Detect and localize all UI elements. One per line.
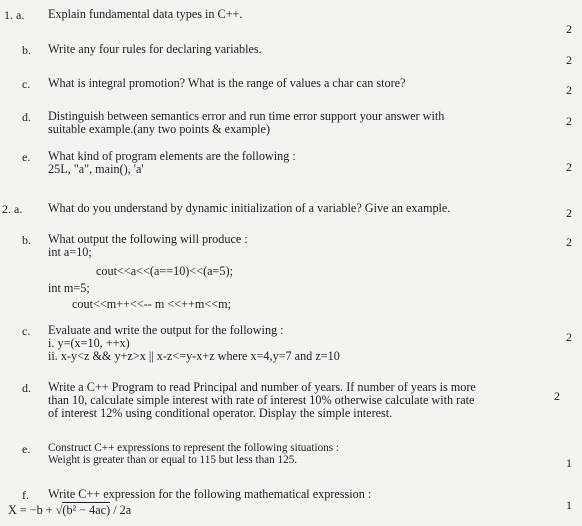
question-number: f. [22,488,29,502]
question-number: d. [22,381,31,395]
question-line: Construct C++ expressions to represent the following situations : [48,442,340,454]
formula-lhs: X = −b + [8,503,56,517]
question-text [48,442,540,466]
marks: 2 [566,160,572,174]
question-text [48,324,540,363]
question-line: What do you understand by dynamic initialization of a variable? Give an example. [48,201,451,215]
question-text [48,233,540,311]
question-number: e. [22,442,31,456]
question-line: Evaluate and write the output for the following : [48,323,284,337]
question-line: Explain fundamental data types in C++. [48,7,243,21]
question-number: 2. a. [2,202,23,216]
question-line: i. y=(x=10, ++x) [48,336,130,350]
marks: 2 [566,330,572,344]
question-line: What output the following will produce : [48,232,248,246]
question-number: b. [22,233,31,247]
question-text [48,77,540,90]
question-number: c. [22,324,31,338]
question-line: ii. x-y<z && y+z>x || x-z<=y-x+z where x=4,y=7 and z=10 [48,349,340,363]
marks: 2 [566,114,572,128]
question-line: Write a C++ Program to read Principal and number of years. If number of years is more [48,380,476,394]
marks: 2 [566,22,572,36]
code-line: cout<<m++<<-- m <<++m<<m; [72,297,231,311]
code-line: cout<<a<<(a==10)<<(a=5); [96,264,233,278]
question-number: d. [22,110,31,124]
marks: 2 [566,53,572,67]
question-text [48,202,540,215]
question-line: than 10, calculate simple interest with rate of interest 10% otherwise calculate with rate [48,393,475,407]
question-line: suitable example.(any two points & example) [48,122,271,136]
marks: 2 [566,206,572,220]
question-text [48,8,540,21]
question-number: c. [22,77,31,91]
question-line: Weight is greater than or equal to 115 but less than 125. [48,454,298,466]
question-line: Write any four rules for declaring variables. [48,42,262,56]
marks: 1 [566,498,572,512]
question-number: b. [22,43,31,57]
marks: 2 [566,83,572,97]
question-line: of interest 12% using conditional operator. Display the simple interest. [48,406,393,420]
question-line: What kind of program elements are the following : [48,149,296,163]
code-line: int m=5; [48,281,90,295]
question-line: 25L, "a", main(), 'a' [48,162,144,176]
question-number: 1. a. [4,8,25,22]
marks: 2 [554,389,560,403]
question-text [8,487,540,517]
math-formula [8,504,500,517]
question-number: e. [22,150,31,164]
marks: 2 [566,235,572,249]
question-text [48,150,540,176]
question-line: Write C++ expression for the following mathematical expression : [48,487,372,501]
question-text [48,43,540,56]
question-text [48,381,546,420]
radical-sign: √ [55,503,63,517]
question-text [48,110,540,136]
question-line: What is integral promotion? What is the range of values a char can store? [48,76,406,90]
formula-tail: / 2a [110,503,132,517]
question-line: Distinguish between semantics error and run time error support your answer with [48,109,445,123]
code-line: int a=10; [48,245,92,259]
formula-radicand: (b² − 4ac) [62,503,111,517]
marks: 1 [566,456,572,470]
